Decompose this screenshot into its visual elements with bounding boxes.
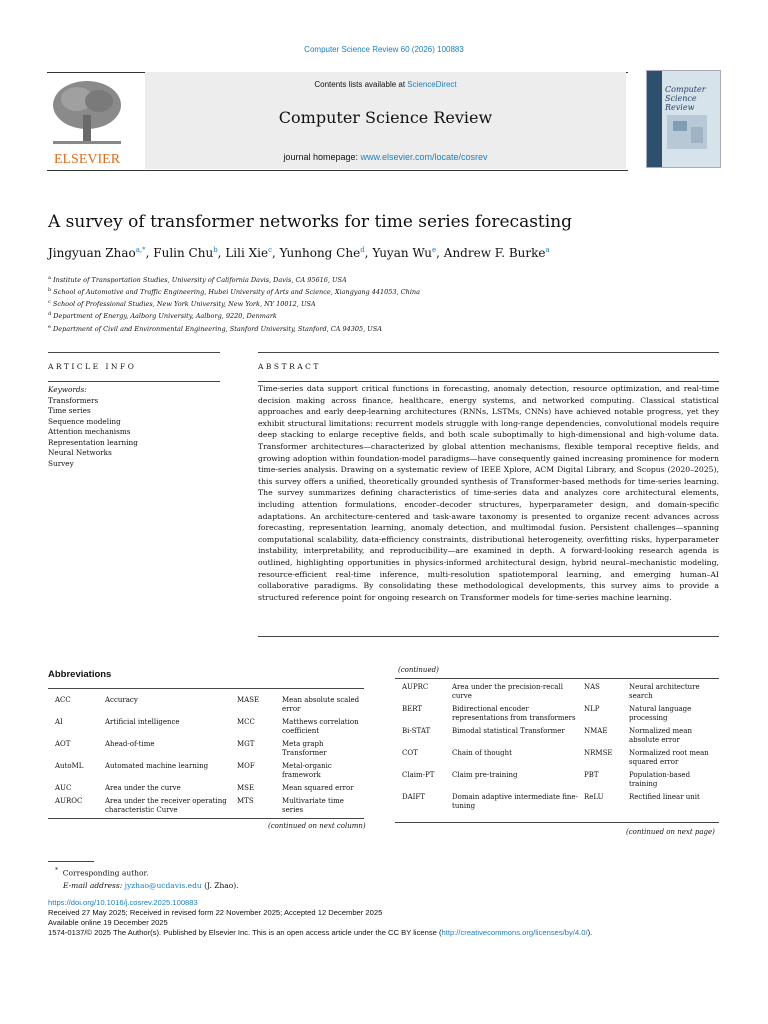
email-link[interactable]: jyzhao@ucdavis.edu [124,880,202,890]
keyword: Survey [48,458,74,468]
abbreviation-definition: Mean squared error [282,784,354,792]
keyword: Transformers [48,395,99,405]
elsevier-tree-icon [47,75,127,167]
paper-title: A survey of transformer networks for time series forecasting [48,212,573,232]
divider [48,352,220,353]
abbreviation-row [402,771,719,793]
author-name[interactable]: Jingyuan Zhao [48,246,136,260]
abbreviation-definition: Artificial intelligence [105,718,180,726]
abbreviation-definition: Population-based training [629,771,691,788]
abbreviation-definition: Area under the curve [105,784,181,792]
abbreviation-definition: Ahead-of-time [105,740,155,748]
author-name[interactable]: Yunhong Che [279,246,361,260]
license-link[interactable]: http://creativecommons.org/licenses/by/4.0/ [441,928,588,937]
abbreviation-row [55,784,362,797]
abbreviation-term: MTS [237,797,254,805]
abstract-text: Time-series data support critical functions in forecasting, anomaly detection, resource optimization, and real-time decision making across finance, healthcare, energy systems, and networked computing. Classical statistical approaches and early deep-learning architectures (RNNs, LSTMs, CNNs) have achieved notable progress, yet they exhibit structural limitations: recurrent models struggle with long-range dependencies, convolutional models require deep stacking to enlarge receptive fields, and both scale suboptimally to high-dimensional and high-volume data. Transformer architectures—characterized by global attention mechanisms, flexible temporal receptive fields, and growing adoption within foundation-model paradigms—have consequently gained increasing prominence for modern time-series analysis. Drawing on a systematic review of IEEE Xplore, ACM Digital Library, and Scopus (2020–2025), this survey offers a unified, theoretically grounded synthesis of Transformer-based methods for time-series learning. The survey summarizes defining characteristics of time-series data and analyzes core architectural elements, including attention formulations, encoder–decoder structures, hyperparameter design, and domain-specific adaptations. An architecture-centered and task-aware taxonomy is presented to organize recent advances across forecasting, representation learning, anomaly detection, and multimodal fusion. Persistent challenges—spanning computational scalability, data-efficiency constraints, distributional heterogeneity, overfitting risks, hyperparameter instability, interpretability, and reproducibility—are examined in depth. A forward-looking research agenda is outlined, highlighting opportunities in physics-informed architectural design, hybrid neural–mechanistic modeling, resource-efficient real-time inference, multi-resolution spatiotemporal learning, and emerging human–AI collaborative paradigms. By consolidating these methodological developments, this survey aims to provide a structured reference point for ongoing research on Transformer models for time-series machine learning. [258,384,719,602]
abbreviation-definition: Bidirectional encoder representations from transformers [452,705,576,722]
abbreviation-term: COT [402,749,418,757]
table-rule [48,818,364,819]
continued-label: (continued) [398,666,439,674]
abbreviation-definition: Automated machine learning [105,762,209,770]
abbreviation-definition: Accuracy [105,696,138,704]
abbreviation-row [55,696,362,718]
author-affiliation-marker[interactable]: c [268,246,273,254]
abbreviation-term: MOF [237,762,255,770]
abbreviation-definition: Neural architecture search [629,683,700,700]
abbreviation-definition: Rectified linear unit [629,793,700,801]
keyword: Neural Networks [48,448,112,457]
affiliation-list [48,273,420,334]
journal-cover-image: Computer Science Review [646,70,721,168]
abbreviation-row [402,727,719,749]
abbreviation-definition: Normalized root mean squared error [629,749,709,766]
keyword: Sequence modeling [48,416,121,426]
journal-homepage: journal homepage: www.elsevier.com/locate/cosrev [283,152,488,162]
author-affiliation-marker[interactable]: b [213,246,218,254]
affiliation: $^b$ School of Automotive and Traffic Engineering, Hubei University of Arts and Science, Xiangyang 441053, China [48,287,420,297]
abbreviation-term: MSE [237,784,255,792]
affiliation: $^a$ Institute of Transportation Studies, University of California Davis, Davis, CA 95616, USA [48,275,347,285]
abbreviation-definition: Chain of thought [452,749,512,757]
author-name[interactable]: Yuyan Wu [372,246,432,260]
continued-next-column: (continued on next column) [268,822,366,830]
abbreviation-definition: Metal-organic framework [282,762,332,779]
divider [258,636,719,637]
divider [258,352,719,353]
abbreviation-definition: Bimodal statistical Transformer [452,727,565,735]
abbreviation-term: MGT [237,740,255,748]
journal-title: Computer Science Review [278,108,493,127]
continued-next-page: (continued on next page) [626,828,715,836]
keywords [48,385,138,469]
affiliation: $^d$ Department of Energy, Aalborg University, Aalborg, 9220, Denmark [48,311,277,321]
author-affiliation-marker[interactable]: a [545,246,550,254]
author-list: Jingyuan Zhao$^{a,*}$, Fulin Chu$^b$, Lili Xie$^c$, Yunhong Che$^d$, Yuyan Wu$^e$, Andrew F. Burke$^a$ [48,246,550,260]
abbreviation-term: ACC [55,696,71,704]
abbreviation-term: MASE [237,696,260,704]
abbreviation-term: DAIFT [402,793,425,801]
cover-graphic [647,71,720,167]
affiliation: $^e$ Department of Civil and Environmental Engineering, Stanford University, Stanford, CA 94305, USA [48,323,382,333]
abstract-heading: ABSTRACT [258,362,321,371]
abbreviation-term: PBT [584,771,599,779]
abbreviation-term: BERT [402,705,423,713]
author-name[interactable]: Lili Xie [225,246,269,260]
abbreviation-term: NRMSE [584,749,613,757]
table-rule [48,688,364,689]
abbreviation-term: AutoML [55,762,84,770]
abbreviations-table-2 [402,683,719,815]
abbreviation-term: NLP [584,705,600,713]
abbreviation-row [55,797,362,819]
elsevier-wordmark: ELSEVIER [53,152,121,167]
abbreviation-term: AUROC [55,797,83,805]
abbreviation-definition: Domain adaptive intermediate fine-tuning [452,793,578,810]
homepage-link[interactable]: www.elsevier.com/locate/cosrev [360,152,488,162]
abbreviation-row [402,705,719,727]
abbreviation-definition: Multivariate time series [282,797,344,814]
abbreviation-definition: Mean absolute scaled error [282,696,360,713]
abbreviation-row [402,683,719,705]
divider [48,381,220,382]
table-rule [395,678,719,679]
abbreviation-term: Claim-PT [402,771,435,779]
footnote-divider [48,861,94,862]
abbreviation-definition: Claim pre-training [452,771,518,779]
abbreviation-definition: Normalized mean absolute error [629,727,692,744]
abbreviation-term: AUPRC [402,683,429,691]
affiliation: $^c$ School of Professional Studies, New York University, New York, NY 10012, USA [48,299,316,309]
keywords-label: Keywords: [48,385,87,394]
abbreviation-term: Bi-STAT [402,727,431,735]
author-name[interactable]: Fulin Chu [153,246,214,260]
author-name[interactable]: Andrew F. Burke [443,246,546,260]
author-affiliation-marker[interactable]: a,* [135,246,146,254]
abbreviation-definition: Meta graph Transformer [282,740,327,757]
abbreviation-row [402,749,719,771]
article-info-heading: ARTICLE INFO [48,362,137,371]
corresponding-author-note: Corresponding author. [62,868,149,878]
abbreviations-table-1 [55,696,362,819]
abbreviation-row [55,762,362,784]
abbreviation-definition: Natural language processing [629,705,692,722]
abbreviation-row [402,793,719,815]
abbreviation-term: NAS [584,683,600,691]
abbreviation-definition: Area under the precision-recall curve [452,683,563,700]
author-affiliation-marker[interactable]: d [360,246,365,254]
contents-line: Contents lists available at ScienceDirect [314,80,457,89]
abbreviation-term: AUC [55,784,72,792]
keyword: Time series [48,406,91,415]
abbreviation-term: NMAE [584,727,608,735]
elsevier-logo [47,75,127,167]
article-history: https://doi.org/10.1016/j.cosrev.2025.100883 Received 27 May 2025; Received in revised form 22 November 2025; Accepted 12 December 2025 Available online 19 December 2025 1574-0137/© 2025 The Author(s). Published by Elsevier Inc. This is an open access article under the CC BY license (http://creativecommons.org/licenses/by/4.0/). [48,898,593,937]
keyword: Representation learning [48,437,138,447]
abbreviations-title: Abbreviations [48,669,112,680]
divider [258,381,719,382]
keyword: Attention mechanisms [48,427,131,436]
doi-link[interactable]: https://doi.org/10.1016/j.cosrev.2025.100883 [48,898,198,907]
table-rule [395,822,719,823]
abbreviation-row [55,718,362,740]
abbreviation-term: ReLU [584,793,604,801]
journal-reference[interactable]: Computer Science Review 60 (2026) 100883 [304,45,464,54]
sciencedirect-link[interactable]: ScienceDirect [407,80,457,89]
abbreviation-term: MCC [237,718,255,726]
author-affiliation-marker[interactable]: e [431,246,437,254]
abbreviation-definition: Area under the receiver operating characteristic Curve [105,797,227,814]
abbreviation-definition: Matthews correlation coefficient [282,718,359,735]
abbreviation-term: AOT [55,740,71,748]
abbreviation-row [55,740,362,762]
abbreviation-term: AI [55,718,63,726]
footnotes: * Corresponding author. E-mail address: jyzhao@ucdavis.edu (J. Zhao). [55,867,239,890]
